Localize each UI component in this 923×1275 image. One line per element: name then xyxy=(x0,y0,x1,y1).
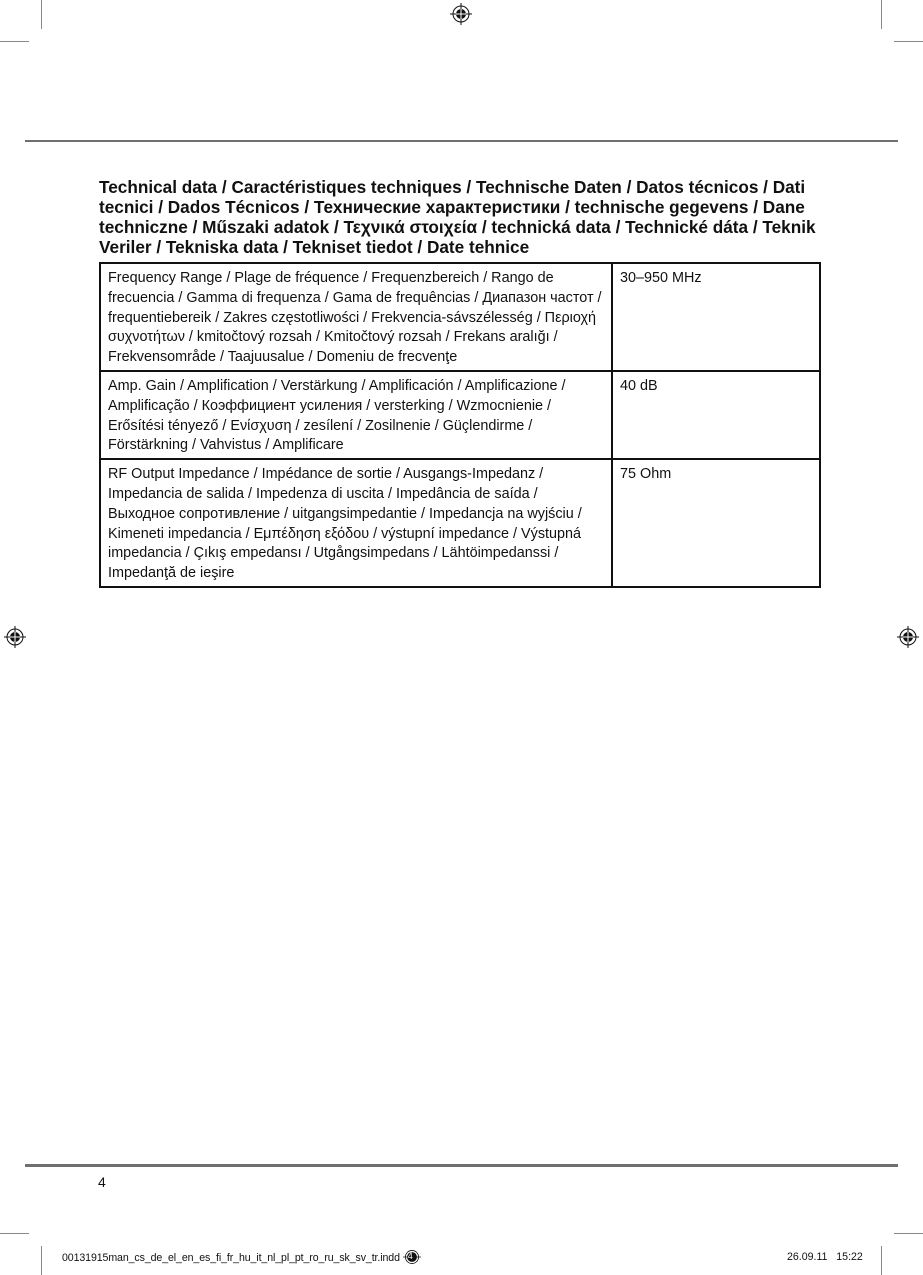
crop-mark-top-left-v xyxy=(41,0,42,29)
section-heading: Technical data / Caractéristiques techniques / Technische Daten / Datos técnicos / Dati tecnici / Dados Técnicos / Технические характеристики / technische gegevens / Dane techniczne / Műszaki adatok / Τεχνικά στοιχεία / technická data / Technické dáta / Teknik Veriler / Tekniska data / Tekniset tiedot / Date tehnice xyxy=(99,177,816,257)
spec-label-rf-output-impedance: RF Output Impedance / Impédance de sortie / Ausgangs-Impedanz / Impedancia de salida / Impedenza di uscita / Impedância de saída / Выходное сопротивление / uitgangsimpedantie / Impedancja na wyjściu / Kimeneti impedancia / Εμπέδηση εξόδου / výstupní impedance / Výstupná impedancia / Çıkış empedansı / Utgångsimpedans / Lähtöimpedanssi / Impedanţă de ieşire xyxy=(100,459,612,587)
table-row xyxy=(100,371,820,459)
spec-value-rf-output-impedance: 75 Ohm xyxy=(612,459,820,587)
crop-mark-top-left-h xyxy=(0,41,29,42)
crop-mark-bottom-right-h xyxy=(894,1233,923,1234)
spec-label-frequency-range: Frequency Range / Plage de fréquence / Frequenzbereich / Rango de frecuencia / Gamma di frequenza / Gama de frequências / Диапазон частот / frequentiebereik / Zakres częstotliwości / Frekvencia-sávszélesség / Περιοχή συχνοτήτων / kmitočtový rozsah / Kmitočtový rozsah / Frekans aralığı / Frekvensområde / Taajuusalue / Domeniu de frecvenţe xyxy=(100,263,612,371)
crop-mark-bottom-left-h xyxy=(0,1233,29,1234)
slug-filename xyxy=(62,1251,421,1265)
top-rule xyxy=(25,140,898,142)
bottom-rule xyxy=(25,1164,898,1167)
crop-mark-bottom-left-v xyxy=(41,1246,42,1275)
slug-page-marker xyxy=(403,1251,421,1265)
slug-page-number: 4 xyxy=(407,1251,413,1261)
table-row xyxy=(100,263,820,371)
registration-target-icon xyxy=(4,626,26,648)
crop-mark-top-right-v xyxy=(881,0,882,29)
spec-value-frequency-range: 30–950 MHz xyxy=(612,263,820,371)
slug-filename-text: 00131915man_cs_de_el_en_es_fi_fr_hu_it_nl_pl_pt_ro_ru_sk_sv_tr.indd xyxy=(62,1251,400,1264)
crop-mark-bottom-right-v xyxy=(881,1246,882,1275)
spec-value-amp-gain: 40 dB xyxy=(612,371,820,459)
crop-mark-top-right-h xyxy=(894,41,923,42)
technical-data-table xyxy=(99,262,821,588)
spec-label-amp-gain: Amp. Gain / Amplification / Verstärkung / Amplificación / Amplificazione / Amplificação / Коэффициент усиления / versterking / Wzmocnienie / Erősítési tényező / Ενίσχυση / zesílení / Zosilnenie / Güçlendirme / Förstärkning / Vahvistus / Amplificare xyxy=(100,371,612,459)
registration-target-icon xyxy=(450,3,472,25)
registration-target-icon xyxy=(897,626,919,648)
table-row xyxy=(100,459,820,587)
slug-date: 26.09.11 15:22 xyxy=(787,1251,863,1263)
page-number: 4 xyxy=(98,1174,106,1190)
